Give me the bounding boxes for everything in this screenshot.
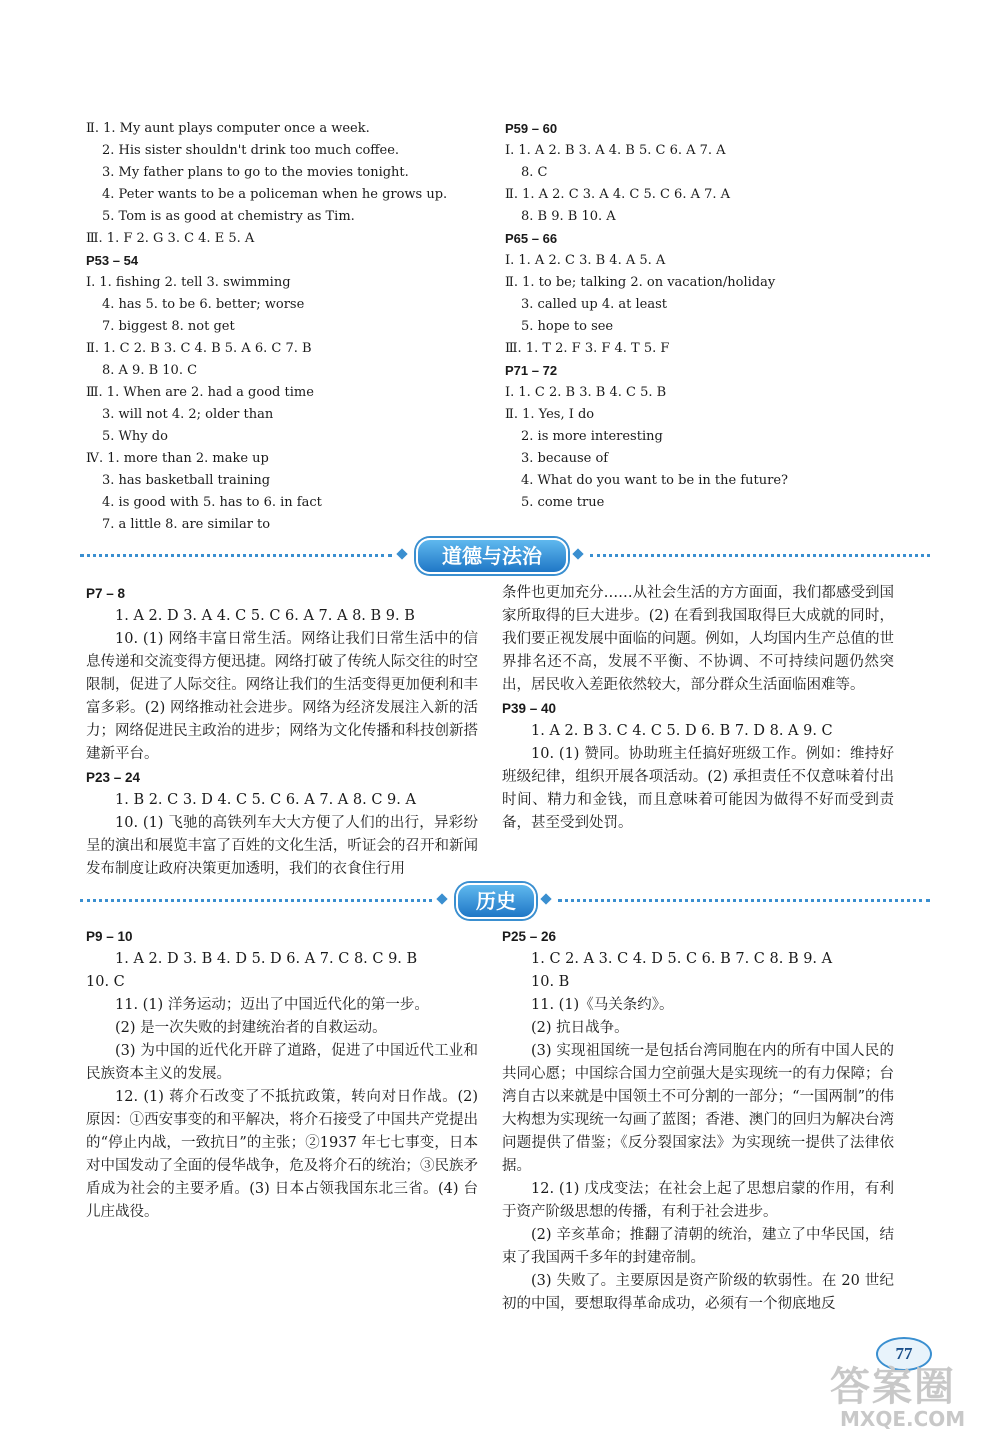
answer-line: (3) 失败了。主要原因是资产阶级的软弱性。在 20 世纪初的中国，要想取得革命成功，必须有一个彻底地反	[502, 1273, 894, 1312]
banner-diamond-icon	[572, 548, 583, 559]
answer-line: 1. B 2. C 3. D 4. C 5. C 6. A 7. A 8. C 9. A	[115, 792, 416, 808]
answer-line: 5. come true	[521, 495, 605, 510]
answer-line: 11. (1) 洋务运动；迈出了中国近代化的第一步。	[115, 997, 429, 1013]
answer-line: 4. Peter wants to be a policeman when he grows up.	[102, 187, 448, 202]
answer-line: 7. biggest 8. not get	[102, 319, 235, 334]
answer-line: (3) 为中国的近代化开辟了道路，促进了中国近代工业和民族资本主义的发展。	[86, 1043, 478, 1082]
answer-line: 12. (1) 蒋介石改变了不抵抗政策，转向对日作战。(2) 原因：①西安事变的和平解决，将介石接受了中国共产党提出的“停止内战，一致抗日”的主张；②1937 年七七事变，日本对中国发动了全面的侵华战争，危及将介石的统治；③民族矛盾成为社会的主要矛盾。(3) 日本占领我国东北三省。(4) 台儿庄战役。	[86, 1089, 478, 1220]
answer-line: Ⅲ. 1. F 2. G 3. C 4. E 5. A	[86, 231, 255, 246]
page-range-heading: P23 – 24	[86, 770, 141, 785]
history-right-column	[502, 925, 894, 1316]
morality-section-title: 道德与法治	[416, 538, 568, 574]
banner-dotted-rule-right	[590, 554, 930, 557]
history-left-column	[86, 925, 478, 1224]
answer-line: 10. (1) 飞驰的高铁列车大大方便了人们的出行，异彩纷呈的演出和展览丰富了百姓的文化生活，听证会的召开和新闻发布制度让政府决策更加透明，我们的衣食住行用	[86, 815, 478, 877]
answer-line: 3. My father plans to go to the movies tonight.	[102, 165, 409, 180]
english-left-column	[86, 118, 486, 536]
answer-line: 10. B	[531, 974, 570, 990]
page-range-heading: P25 – 26	[502, 929, 557, 944]
morality-left-column	[86, 582, 478, 881]
banner-diamond-icon	[396, 548, 407, 559]
answer-line: 10. (1) 网络丰富日常生活。网络让我们日常生活中的信息传递和交流变得方便迅捷。网络打破了传统人际交往的时空限制，促进了人际交往。网络让我们的生活变得更加便利和丰富多彩。(2) 网络推动社会进步。网络为经济发展注入新的活力；网络促进民主政治的进步；网络为文化传播和科技创新搭建新平台。	[86, 631, 478, 762]
page-number: 77	[876, 1337, 932, 1371]
answer-line: 3. because of	[521, 451, 609, 466]
banner-dotted-rule-left	[80, 554, 392, 557]
answer-line: 8. B 9. B 10. A	[521, 209, 616, 224]
answer-line: 2. His sister shouldn't drink too much coffee.	[102, 143, 400, 158]
page-range-heading: P53 – 54	[86, 253, 139, 268]
answer-line: 1. A 2. D 3. B 4. D 5. D 6. A 7. C 8. C 9. B	[115, 951, 418, 967]
answer-line: Ⅰ. 1. A 2. B 3. A 4. B 5. C 6. A 7. A	[505, 143, 726, 158]
answer-line: Ⅲ. 1. When are 2. had a good time	[86, 385, 314, 400]
answer-line: 8. A 9. B 10. C	[102, 363, 198, 378]
answer-line: 1. A 2. B 3. C 4. C 5. D 6. B 7. D 8. A 9. C	[531, 723, 833, 739]
answer-line: 10. C	[86, 974, 125, 990]
answer-line: 1. A 2. D 3. A 4. C 5. C 6. A 7. A 8. B 9. B	[115, 608, 415, 624]
answer-line: 7. a little 8. are similar to	[102, 517, 271, 532]
answer-line: 3. called up 4. at least	[521, 297, 667, 312]
answer-line: Ⅳ. 1. more than 2. make up	[86, 451, 269, 466]
banner-dotted-rule-right	[558, 899, 930, 902]
answer-line: 8. C	[521, 165, 548, 180]
history-section-banner	[80, 880, 930, 920]
answer-line: 3. has basketball training	[102, 473, 271, 488]
answer-line: 4. has 5. to be 6. better; worse	[102, 297, 305, 312]
answer-line: Ⅱ. 1. Yes, I do	[505, 407, 595, 422]
answer-line: 5. Why do	[102, 429, 168, 444]
answer-line: 10. (1) 赞同。协助班主任搞好班级工作。例如：维持好班级纪律，组织开展各项活动。(2) 承担责任不仅意味着付出时间、精力和金钱，而且意味着可能因为做得不好而受到责备，甚至受到处罚。	[502, 746, 894, 831]
history-section-title: 历史	[456, 883, 536, 919]
answer-line: 4. is good with 5. has to 6. in fact	[102, 495, 322, 510]
answer-line: Ⅱ. 1. to be; talking 2. on vacation/holiday	[505, 275, 776, 290]
answer-line: Ⅲ. 1. T 2. F 3. F 4. T 5. F	[505, 341, 670, 356]
answer-line: Ⅱ. 1. C 2. B 3. C 4. B 5. A 6. C 7. B	[86, 341, 312, 356]
answer-line: 12. (1) 戊戌变法；在社会上起了思想启蒙的作用，有利于资产阶级思想的传播，有利于社会进步。	[502, 1181, 894, 1220]
answer-line: Ⅱ. 1. A 2. C 3. A 4. C 5. C 6. A 7. A	[505, 187, 731, 202]
watermark-site-text: MXQE.COM	[840, 1407, 966, 1431]
page-range-heading: P71 – 72	[505, 363, 558, 378]
watermark-logo-text: 答案圈	[830, 1364, 956, 1410]
answer-line: Ⅰ. 1. A 2. C 3. B 4. A 5. A	[505, 253, 666, 268]
answer-line: (2) 辛亥革命；推翻了清朝的统治，建立了中华民国，结束了我国两千多年的封建帝制。	[502, 1227, 894, 1266]
answer-line: 条件也更加充分……从社会生活的方方面面，我们都感受到国家所取得的巨大进步。(2) 在看到我国取得巨大成就的同时，我们要正视发展中面临的问题。例如，人均国内生产总值的世界排名还不高，发展不平衡、不协调、不可持续问题仍然突出，居民收入差距依然较大，部分群众生活面临困难等。	[502, 585, 894, 693]
answer-line: Ⅰ. 1. C 2. B 3. B 4. C 5. B	[505, 385, 667, 400]
answer-line: 2. is more interesting	[521, 429, 663, 444]
page-range-heading: P39 – 40	[502, 701, 557, 716]
answer-line: (2) 是一次失败的封建统治者的自救运动。	[115, 1020, 387, 1036]
answer-line: Ⅱ. 1. My aunt plays computer once a week.	[86, 121, 370, 136]
morality-right-column	[502, 582, 894, 835]
answer-line: 5. hope to see	[521, 319, 614, 334]
english-right-column	[505, 118, 925, 514]
page-range-heading: P9 – 10	[86, 929, 133, 944]
answer-line: 1. C 2. A 3. C 4. D 5. C 6. B 7. C 8. B 9. A	[531, 951, 833, 967]
banner-diamond-icon	[436, 893, 447, 904]
page-range-heading: P7 – 8	[86, 586, 126, 601]
answer-line: 5. Tom is as good at chemistry as Tim.	[102, 209, 355, 224]
banner-dotted-rule-left	[80, 899, 432, 902]
answer-line: 4. What do you want to be in the future?	[521, 473, 789, 488]
answer-line: (2) 抗日战争。	[531, 1020, 629, 1036]
answer-line: (3) 实现祖国统一是包括台湾同胞在内的所有中国人民的共同心愿；中国综合国力空前强大是实现统一的有力保障；台湾自古以来就是中国领土不可分割的一部分；“一国两制”的伟大构想为实现统一勾画了蓝图；香港、澳门的回归为解决台湾问题提供了借鉴；《反分裂国家法》为实现统一提供了法律依据。	[502, 1043, 894, 1174]
watermark	[830, 1365, 965, 1429]
answer-line: 11. (1)《马关条约》。	[531, 997, 674, 1013]
morality-section-banner	[80, 535, 930, 575]
page-range-heading: P65 – 66	[505, 231, 558, 246]
page-range-heading: P59 – 60	[505, 121, 558, 136]
banner-diamond-icon	[540, 893, 551, 904]
answer-line: Ⅰ. 1. fishing 2. tell 3. swimming	[86, 275, 291, 290]
answer-line: 3. will not 4. 2; older than	[102, 407, 274, 422]
